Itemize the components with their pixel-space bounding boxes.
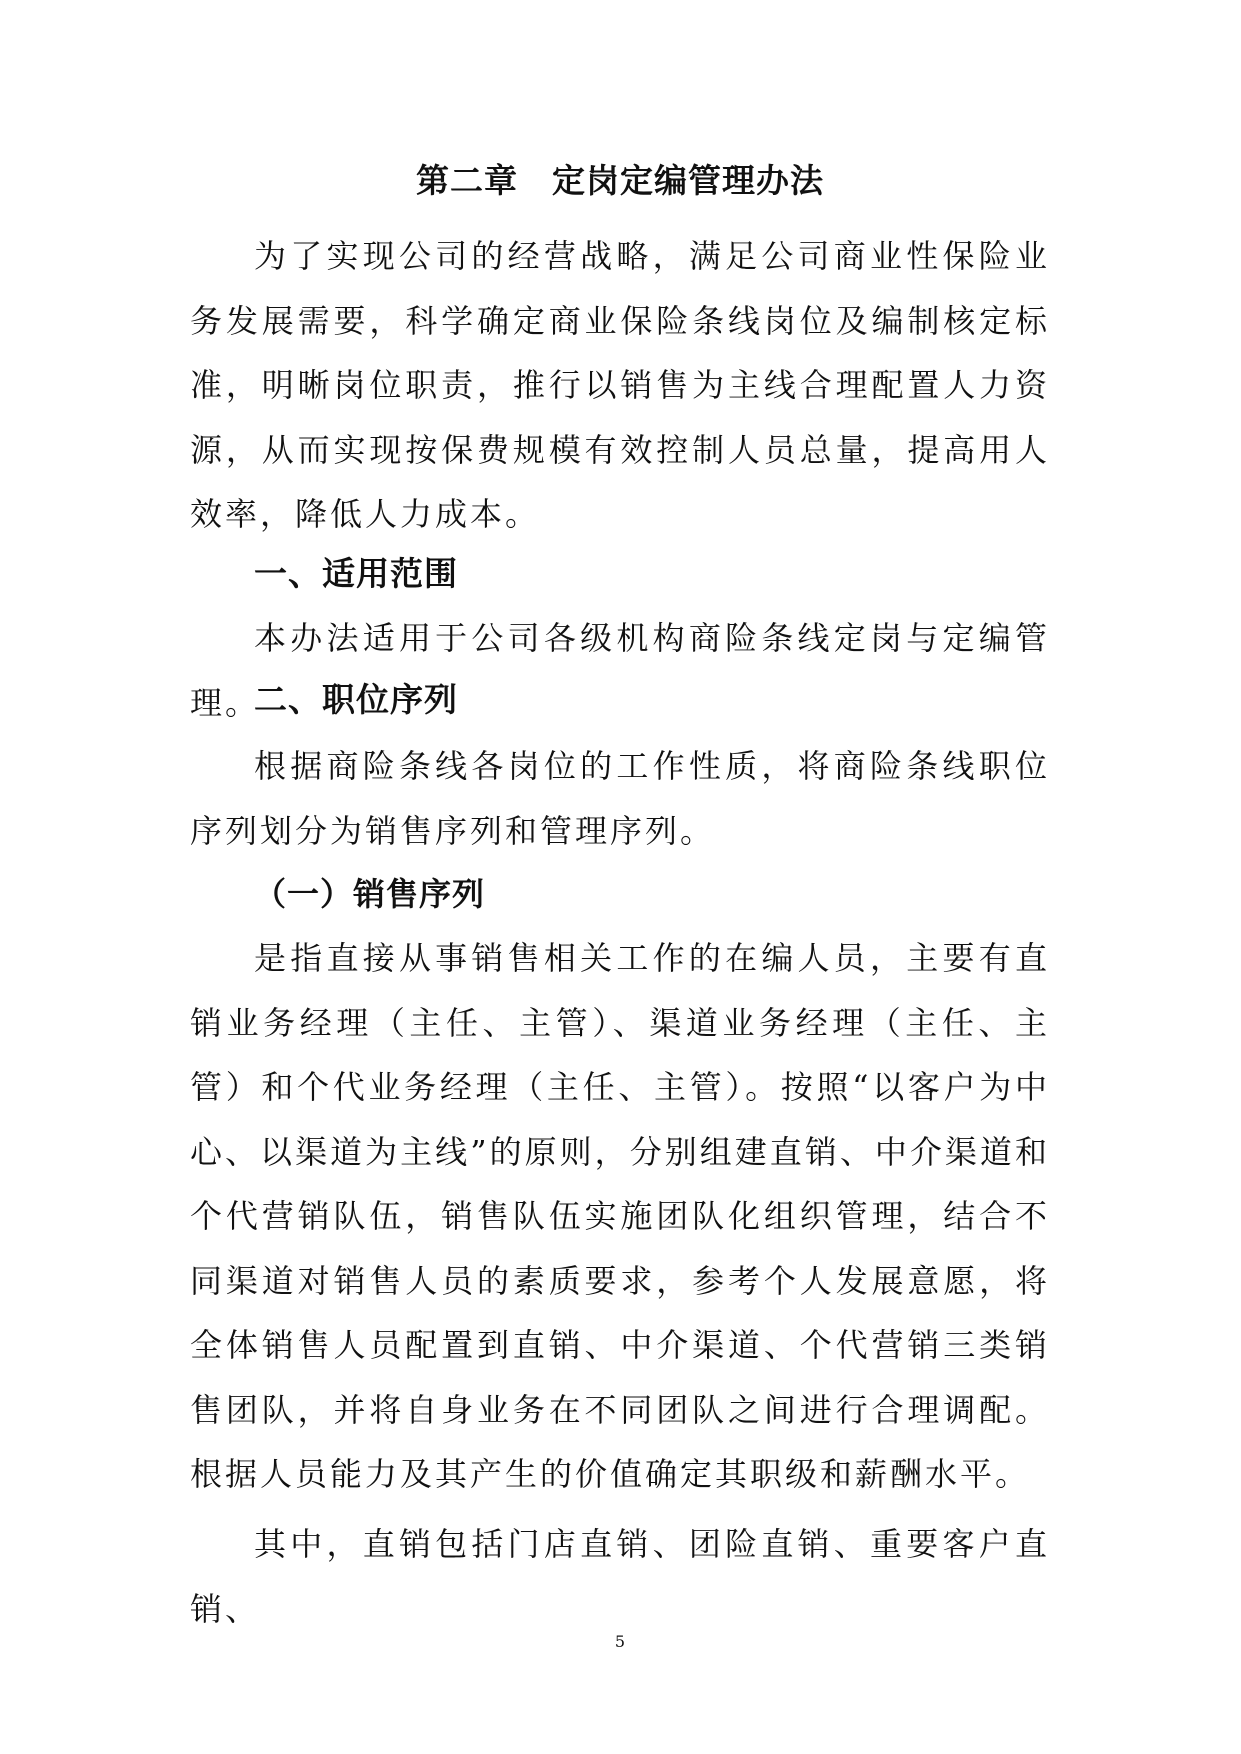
subsection-heading-sales-sequence: （一）销售序列 (254, 875, 486, 913)
page-number: 5 (614, 1632, 626, 1651)
sales-sequence-paragraph: 是指直接从事销售相关工作的在编人员，主要有直销业务经理（主任、主管）、渠道业务经理（主任、主管）和个代业务经理（主任、主管）。按照“以客户为中心、以渠道为主线”的原则，分别组建直销、中介渠道和个代营销队伍，销售队伍实施团队化组织管理，结合不同渠道对销售人员的素质要求，参考个人发展意愿，将全体销售人员配置到直销、中介渠道、个代营销三类销售团队，并将自身业务在不同团队之间进行合理调配。根据人员能力及其产生的价值确定其职级和薪酬水平。 (190, 939, 1050, 1493)
section-heading-scope: 一、适用范围 (254, 554, 458, 593)
section-heading-job-sequence: 二、职位序列 (254, 680, 458, 719)
intro-paragraph: 为了实现公司的经营战略，满足公司商业性保险业务发展需要，科学确定商业保险条线岗位及编制核定标准，明晰岗位职责，推行以销售为主线合理配置人力资源，从而实现按保费规模有效控制人员总量，提高用人效率，降低人力成本。 (190, 237, 1050, 533)
job-sequence-paragraph: 根据商险条线各岗位的工作性质，将商险条线职位序列划分为销售序列和管理序列。 (190, 747, 1050, 850)
direct-sales-paragraph: 其中，直销包括门店直销、团险直销、重要客户直销、 (190, 1525, 1050, 1628)
chapter-title: 第二章 定岗定编管理办法 (416, 161, 824, 200)
scope-paragraph: 本办法适用于公司各级机构商险条线定岗与定编管理。 (190, 619, 1050, 722)
